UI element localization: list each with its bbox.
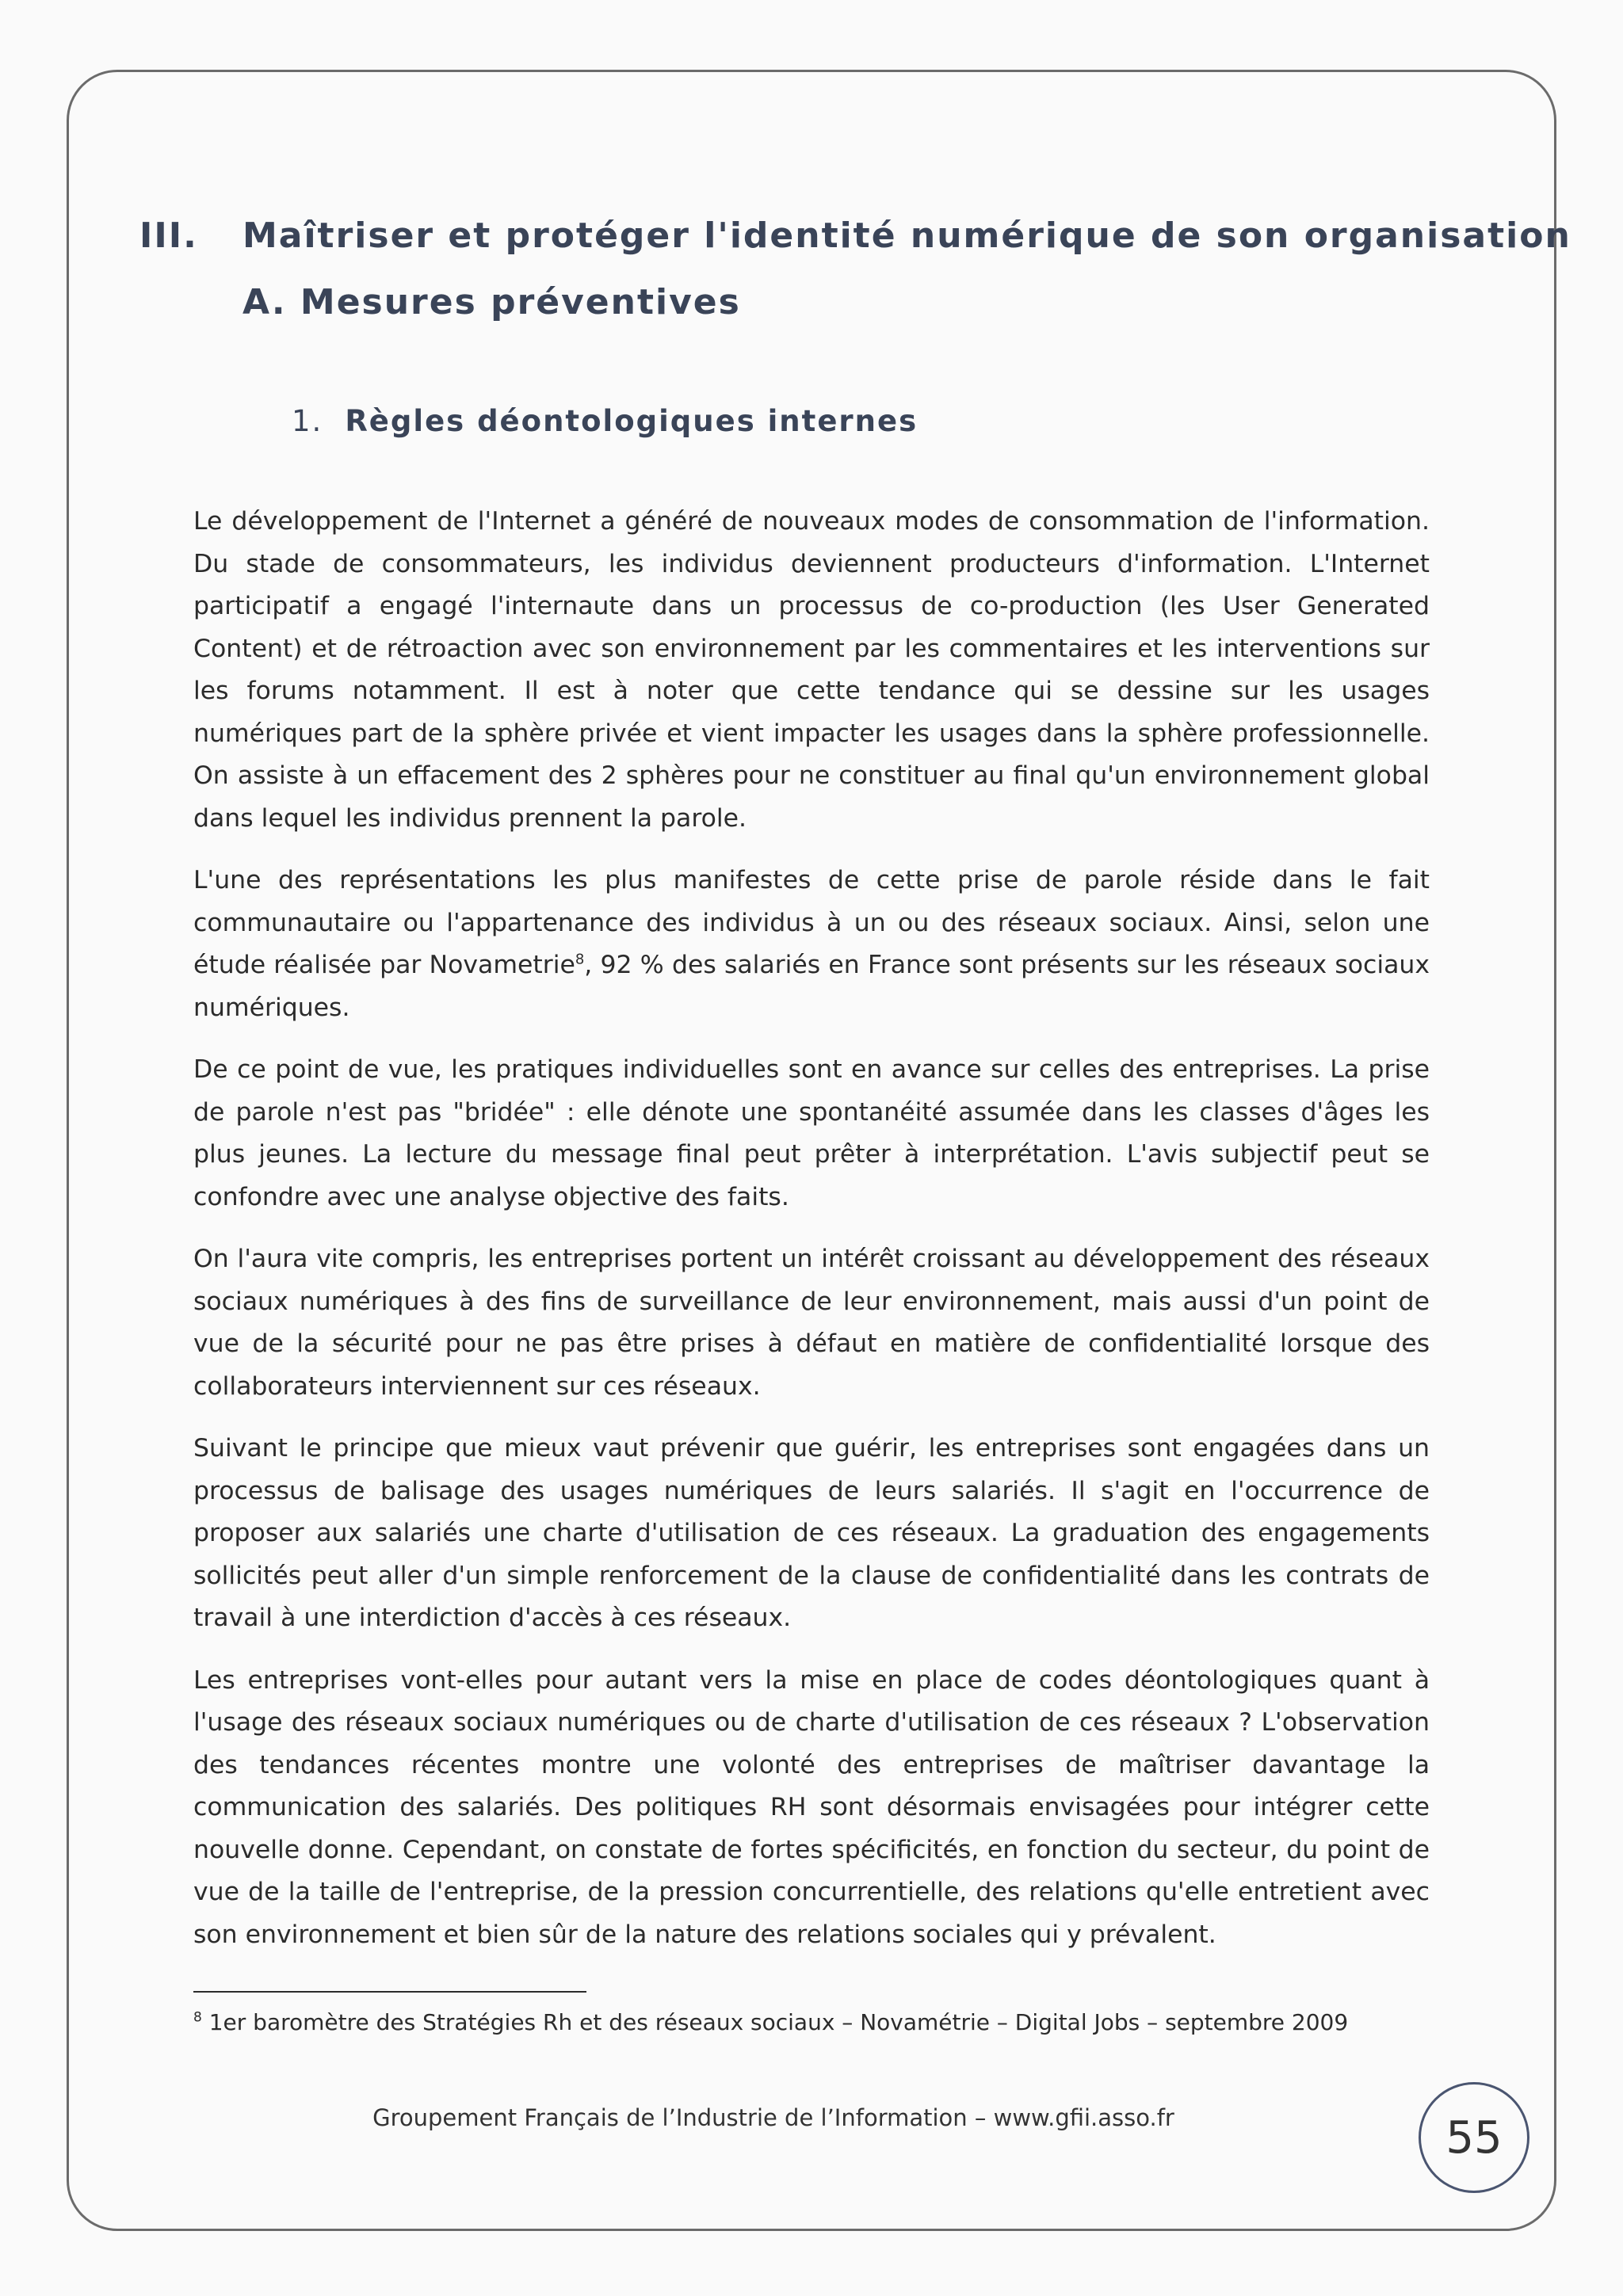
footnote-reference[interactable]: 8 — [575, 951, 585, 968]
subsubsection-heading — [292, 404, 918, 438]
paragraph-2-start: L'une des représentations les plus manifestes de cette prise de parole réside dans le fait communautaire ou l'appartenance des individus à un ou des réseaux sociaux. Ainsi, selon une étude réalisée par Novametrie — [193, 866, 1430, 979]
paragraph-4: On l'aura vite compris, les entreprises portent un intérêt croissant au développement des réseaux sociaux numériques à des fins de surveillance de leur environnement, mais aussi d'un point de vue de la sécurité pour ne pas être prises à défaut en matière de confidentialité lorsque des collaborateurs interviennent sur ces réseaux. — [193, 1245, 1430, 1401]
body-text — [193, 501, 1430, 1976]
page-footer — [0, 2104, 1623, 2131]
section-number: III. — [139, 215, 198, 256]
subsubsection-number: 1. — [292, 404, 323, 438]
subsection-heading: A. Mesures préventives — [242, 282, 741, 322]
footnote-text: 1er baromètre des Stratégies Rh et des réseaux sociaux – Novamétrie – Digital Jobs – septembre 2009 — [201, 2009, 1349, 2035]
page-number-badge — [1419, 2082, 1529, 2193]
footer-text: Groupement Français de l’Industrie de l’Information – www.gfii.asso.fr — [372, 2104, 1174, 2131]
paragraph-6: Les entreprises vont-elles pour autant vers la mise en place de codes déontologiques quant à l'usage des réseaux sociaux numériques ou de charte d'utilisation de ces réseaux ? L'observation des tendances récentes montre une volonté des entreprises de maîtriser davantage la communication des salariés. Des politiques RH sont désormais envisagées pour intégrer cette nouvelle donne. Cependant, on constate de fortes spécificités, en fonction du secteur, du point de vue de la taille de l'entreprise, de la pression concurrentielle, des relations qu'elle entretient avec son environnement et bien sûr de la nature des relations sociales qui y prévalent. — [193, 1665, 1430, 1949]
footnote-separator — [193, 1991, 586, 1993]
section-title: Maîtriser et protéger l'identité numérique de son organisation — [242, 215, 1571, 256]
footnote — [193, 2009, 1348, 2035]
subsubsection-title: Règles déontologiques internes — [345, 404, 918, 438]
paragraph-3: De ce point de vue, les pratiques individuelles sont en avance sur celles des entreprises. La prise de parole n'est pas "bridée" : elle dénote une spontanéité assumée dans les classes d'âges les plus jeunes. La lecture du message final peut prêter à interprétation. L'avis subjectif peut se confondre avec une analyse objective des faits. — [193, 1055, 1430, 1211]
paragraph-2-end: , 92 % des salariés en France sont présents sur les réseaux sociaux numériques. — [193, 951, 1430, 1022]
footnote-number: 8 — [193, 2009, 202, 2026]
paragraph-2 — [193, 860, 1430, 1029]
paragraph-1: Le développement de l'Internet a généré de nouveaux modes de consommation de l'information. Du stade de consommateurs, les individus deviennent producteurs d'information. L'Internet participatif a engagé l'internaute dans un processus de co-production (les User Generated Content) et de rétroaction avec son environnement par les commentaires et les interventions sur les forums notamment. Il est à noter que cette tendance qui se dessine sur les usages numériques part de la sphère privée et vient impacter les usages dans la sphère professionnelle. On assiste à un effacement des 2 sphères pour ne constituer au final qu'un environnement global dans lequel les individus prennent la parole. — [193, 507, 1430, 833]
page-number: 55 — [1445, 2111, 1503, 2164]
paragraph-5: Suivant le principe que mieux vaut prévenir que guérir, les entreprises sont engagées dans un processus de balisage des usages numériques de leurs salariés. Il s'agit en l'occurrence de proposer aux salariés une charte d'utilisation de ces réseaux. La graduation des engagements sollicités peut aller d'un simple renforcement de la clause de confidentialité dans les contrats de travail à une interdiction d'accès à ces réseaux. — [193, 1434, 1430, 1632]
